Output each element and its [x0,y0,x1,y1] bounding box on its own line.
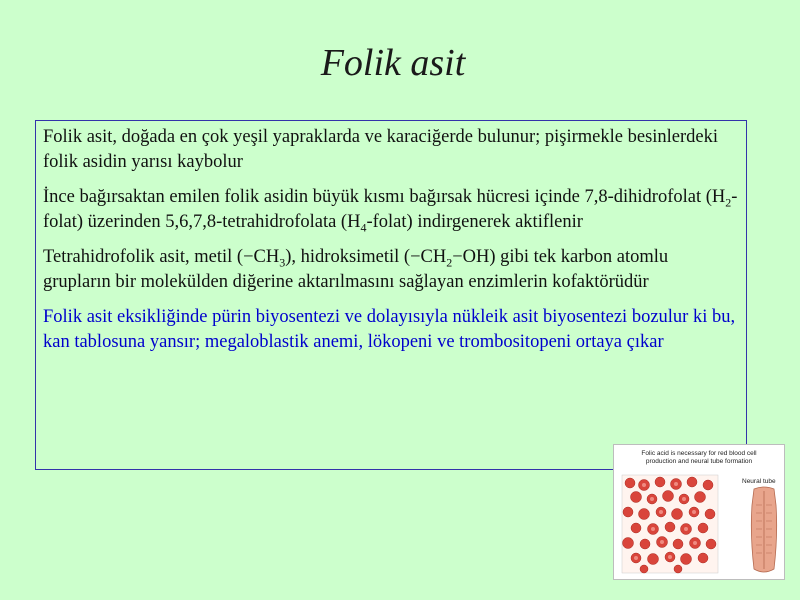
paragraph-cofactor-part-1: Tetrahidrofolik asit, metil (−CH [43,247,280,267]
folic-acid-figure [613,444,785,580]
subscript-h2: 2 [725,195,732,210]
paragraph-cofactor [43,245,738,295]
subscript-ch3: 3 [279,255,286,270]
paragraph-deficiency: Folik asit eksikliğinde pürin biyosentezi ve dolayısıyla nükleik asit biyosentezi bozulur ki bu, kan tablosuna yansır; megaloblastik anemi, lökopeni ve trombositopeni ortaya çıkar [43,307,736,352]
subscript-ch2: 2 [446,255,453,270]
paragraph-cofactor-part-3: −OH) gibi tek karbon atomlu grupların bir molekülden diğerine aktarılmasını sağlayan enzimlerin kofaktörüdür [43,247,669,292]
figure-caption-line-1: Folic acid is necessary for red blood cell [641,450,757,457]
slide-title: Folik asit [320,42,466,84]
content-box [35,120,747,470]
paragraph-absorption-part-3: -folat) indirgenerek aktiflenir [366,212,583,232]
figure-caption [614,450,784,466]
paragraph-absorption-part-2: -folat) üzerinden 5,6,7,8-tetrahidrofolata (H [43,187,738,232]
neural-tube-label: Neural tube [742,478,776,485]
paragraph-source: Folik asit, doğada en çok yeşil yapraklarda ve karaciğerde bulunur; pişirmekle besinlerdeki folik asidin yarısı kaybolur [43,127,719,172]
paragraph-absorption-part-1: İnce bağırsaktan emilen folik asidin büyük kısmı bağırsak hücresi içinde 7,8-dihidrofolat (H [43,187,726,207]
paragraph-cofactor-part-2: ), hidroksimetil (−CH [285,247,447,267]
subscript-h4: 4 [360,220,367,235]
figure-caption-line-2: production and neural tube formation [645,458,753,465]
paragraph-absorption [43,185,738,235]
